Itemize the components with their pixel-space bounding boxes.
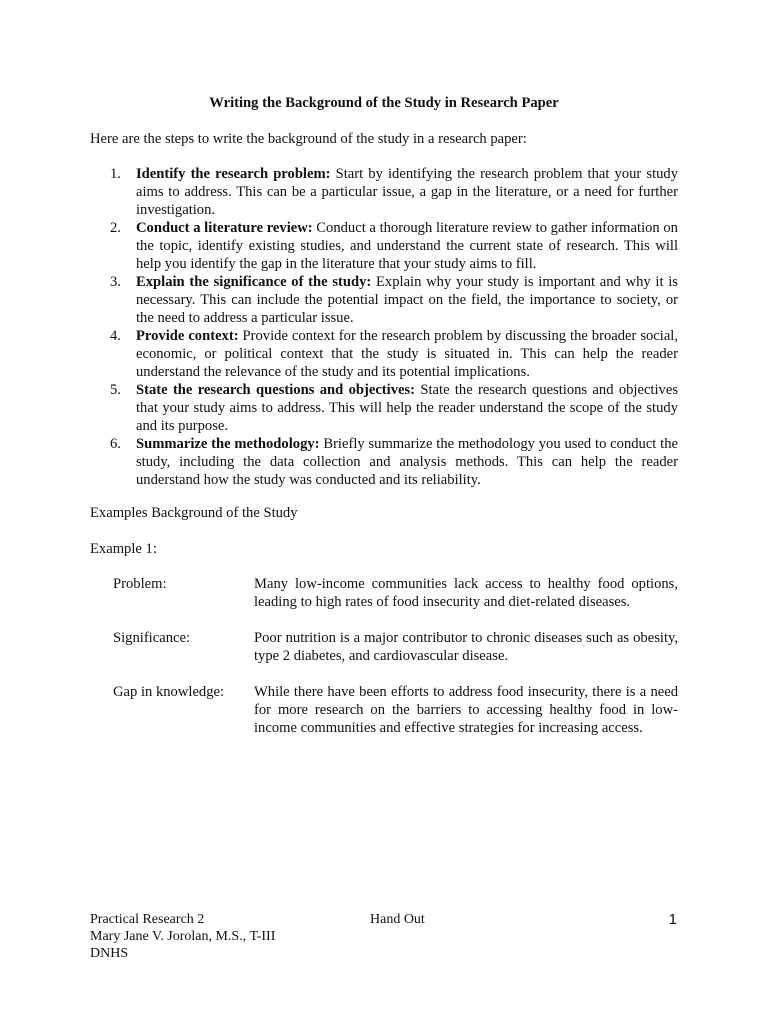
list-item [90,435,678,489]
example-term: Significance: [113,630,190,646]
step-heading: Summarize the methodology: [136,436,320,452]
step-text: Provide context for the research problem by discussing the broader social, economic, or political context that the study is situated in. This can help the reader understand the relevance of the study and its potential implications. [136,328,679,380]
list-item [90,165,678,219]
example-term: Problem: [113,576,167,592]
step-number: 4. [110,328,121,344]
step-text: Start by identifying the research problem that your study aims to address. This can be a particular issue, a gap in the literature, or a need for further investigation. [136,166,679,218]
list-item [90,381,678,435]
step-number: 6. [110,436,121,452]
step-number: 1. [110,166,121,182]
examples-heading: Examples Background of the Study [90,505,298,521]
document-title: Writing the Background of the Study in Research Paper [209,95,559,111]
example-term: Gap in knowledge: [113,684,225,700]
footer-course: Practical Research 2 [90,912,205,927]
step-number: 5. [110,382,121,398]
example-description: Many low-income communities lack access to healthy food options, leading to high rates of food insecurity and diet-related diseases. [254,576,678,610]
step-text: State the research questions and objectives that your study aims to address. This will help the reader understand the scope of the study and its purpose. [136,382,678,434]
example-description: While there have been efforts to address food insecurity, there is a need for more research on the barriers to accessing healthy food in low-income communities and effective strategies for increasing access. [254,684,678,736]
list-item [90,219,678,273]
steps-list [90,165,678,489]
step-heading: Explain the significance of the study: [136,274,372,290]
list-item [90,273,678,327]
step-heading: State the research questions and objectives: [136,382,416,398]
step-number: 2. [110,220,121,236]
footer-center-text: Hand Out [370,912,425,927]
step-number: 3. [110,274,121,290]
step-heading: Conduct a literature review: [136,220,313,236]
example-label: Example 1: [90,541,157,557]
page-number: 1 [668,911,677,928]
step-text: Briefly summarize the methodology you used to conduct the study, including the data collection and analysis methods. This can help the reader understand how the study was conducted and its reliability. [136,436,678,488]
intro-paragraph: Here are the steps to write the background of the study in a research paper: [90,131,527,147]
footer-school: DNHS [90,946,129,961]
step-heading: Identify the research problem: [136,166,331,182]
list-item [90,327,678,381]
step-text: Conduct a thorough literature review to gather information on the topic, identify existing studies, and understand the current state of research. This will help you identify the gap in the literature that your study aims to fill. [136,220,678,272]
step-text: Explain why your study is important and why it is necessary. This can include the potential impact on the field, the importance to society, or the need to address a particular issue. [136,274,678,326]
example-description: Poor nutrition is a major contributor to chronic diseases such as obesity, type 2 diabetes, and cardiovascular disease. [254,630,678,664]
footer-author: Mary Jane V. Jorolan, M.S., T-III [90,929,276,944]
step-heading: Provide context: [136,328,239,344]
